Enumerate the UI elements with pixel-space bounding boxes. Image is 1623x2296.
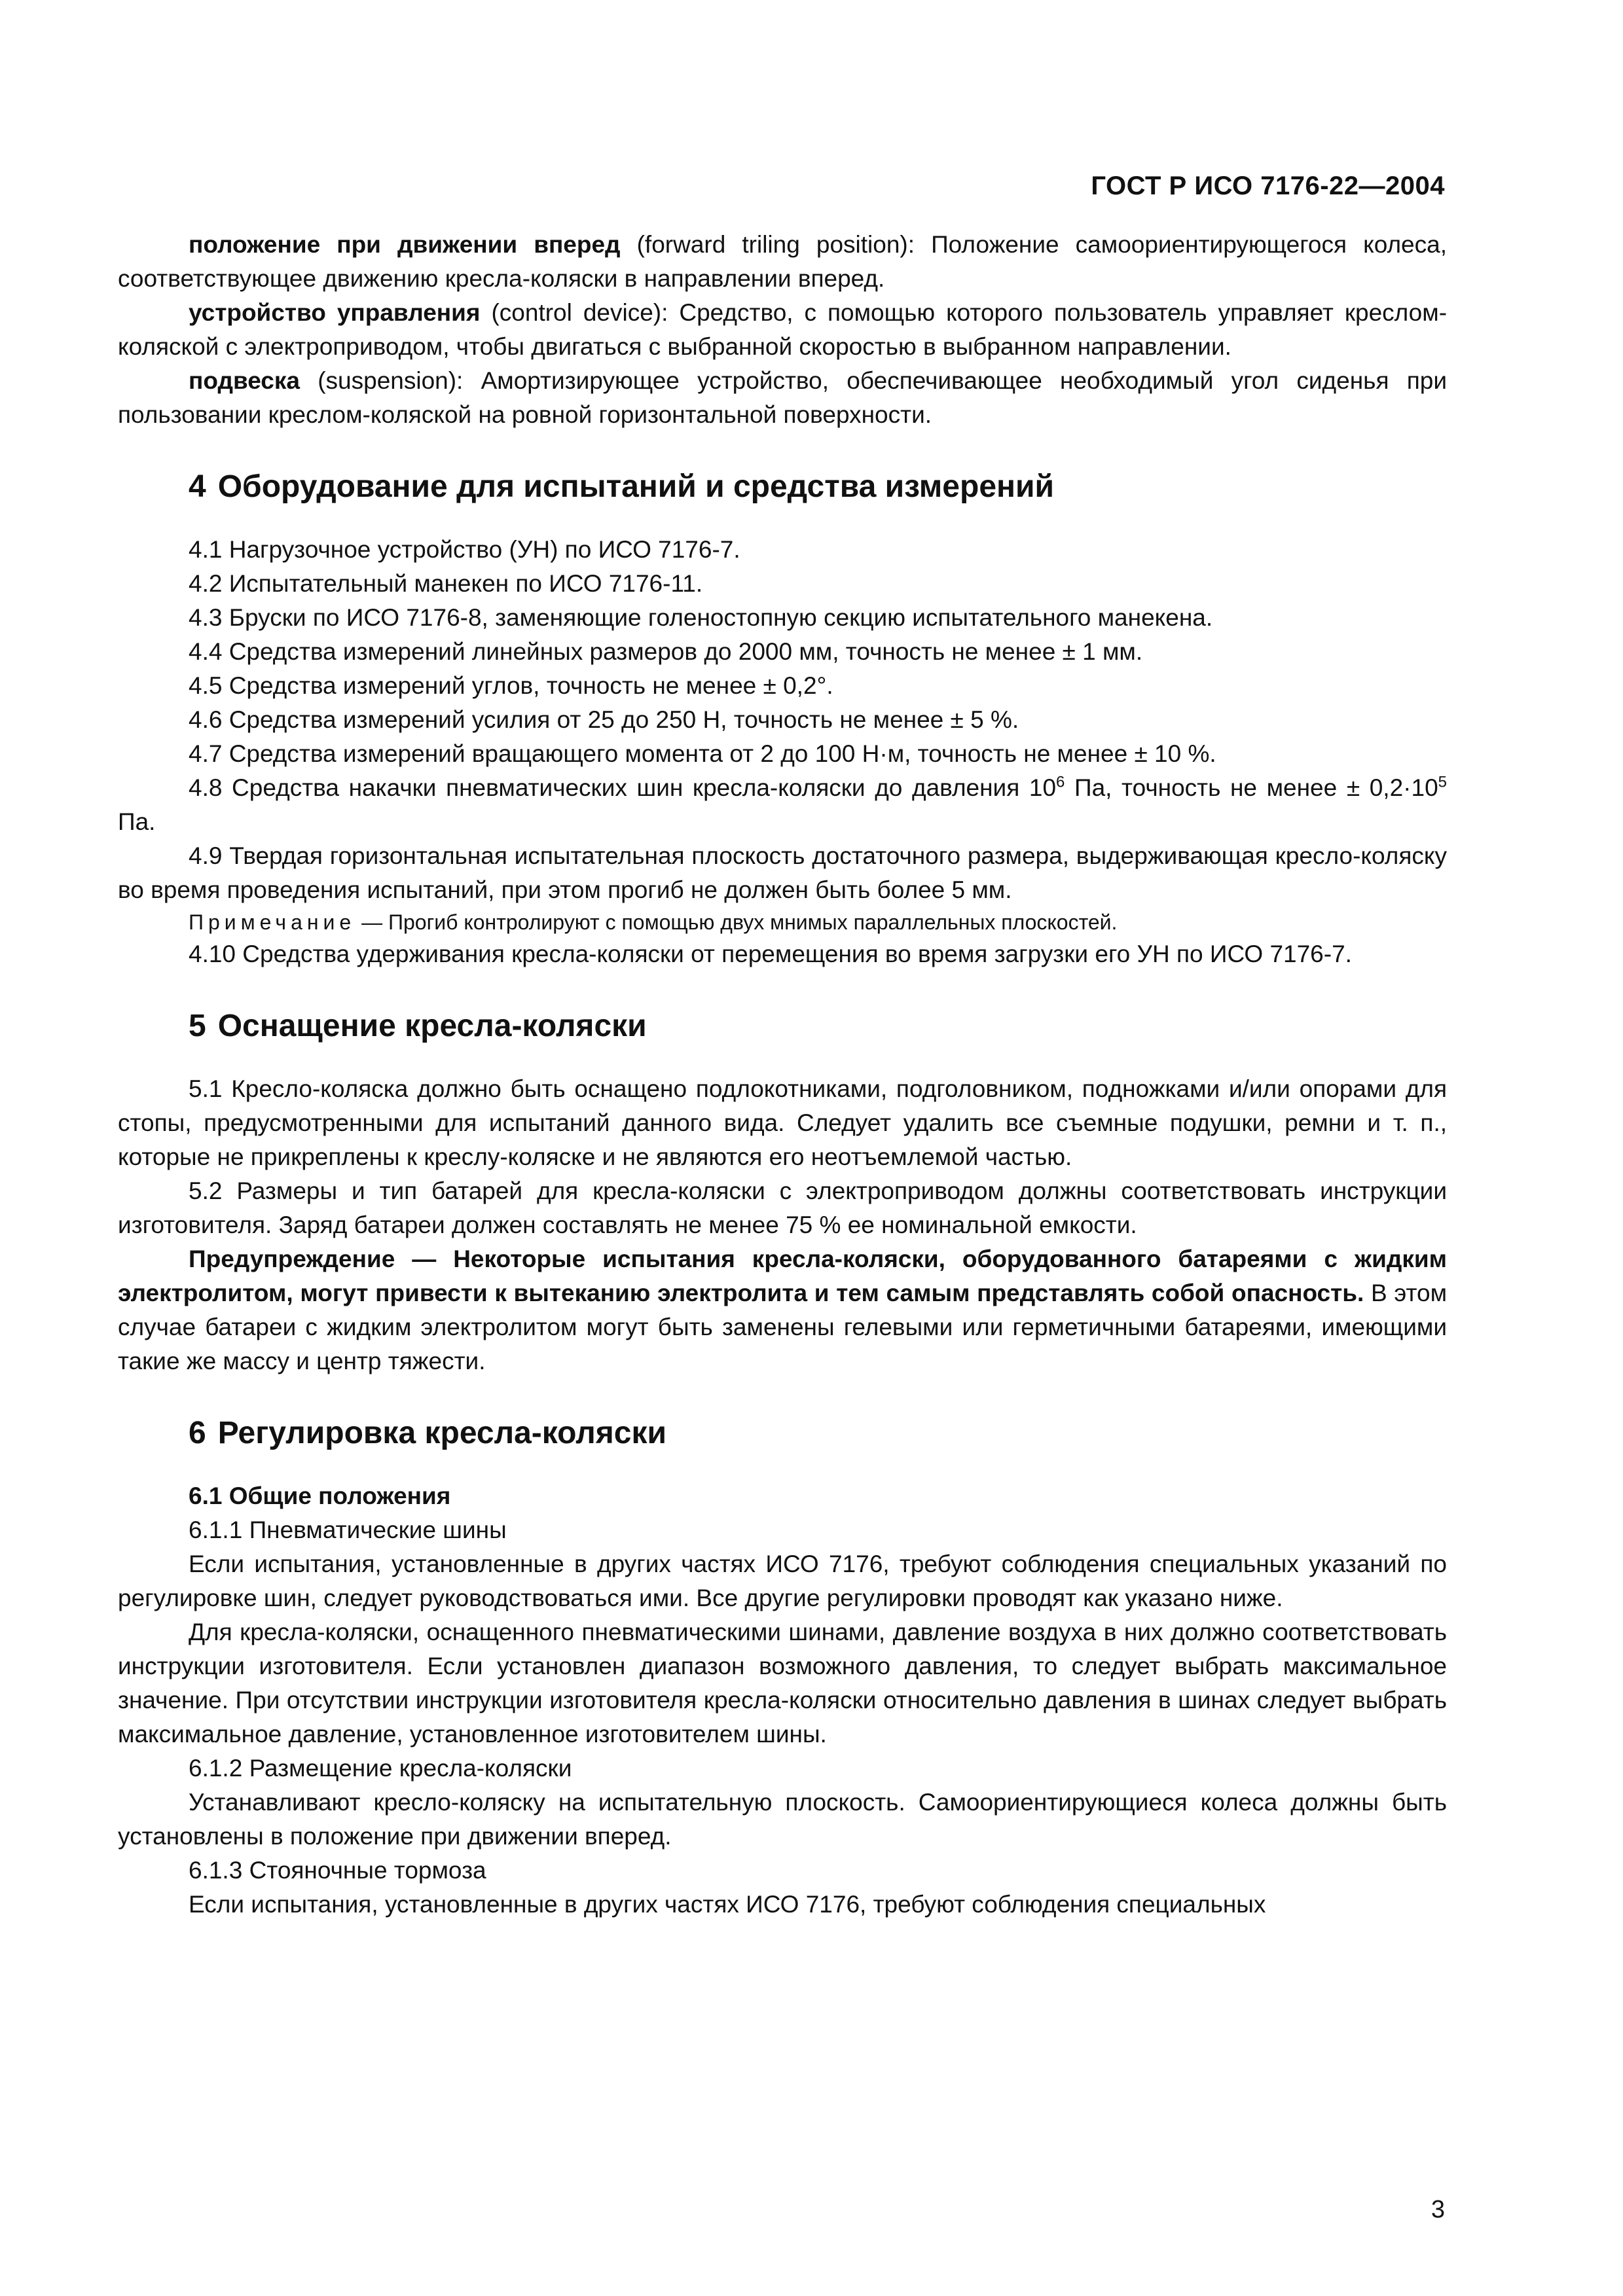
warning-text: В этом случае батареи с жидким электролитом могут быть заменены гелевыми или герметичными батареями, имеющими такие же массу и центр тяжести.	[118, 1280, 1448, 1374]
clause-4-8	[118, 771, 1447, 839]
definition-text: Средство, с помощью которого пользователь управляет креслом-коляской с электроприводом, чтобы двигаться с выбранной скоростью в выбранном направлении.	[118, 299, 1448, 360]
section-number: 4	[189, 469, 206, 504]
document-body	[118, 228, 1447, 1922]
note	[118, 907, 1447, 937]
clause-text: Па, точность не менее ± 0,2·10	[1065, 774, 1438, 801]
clause-text: 4.8 Средства накачки пневматических шин кресла-коляски до давления 10	[189, 774, 1057, 801]
exponent: 5	[1438, 773, 1448, 791]
note-label: Примечание	[189, 910, 356, 934]
paragraph: Если испытания, установленные в других частях ИСО 7176, требуют соблюдения специальных	[189, 1891, 1266, 1918]
definition-forward-position	[118, 228, 1447, 296]
paragraph: Если испытания, установленные в других частях ИСО 7176, требуют соблюдения специальных указаний по регулировке шин, следует руководствоваться ими. Все другие регулировки проводят как указано ниже.	[118, 1551, 1447, 1611]
section-6-heading	[118, 1414, 1447, 1453]
subsection-6-1-2: 6.1.2 Размещение кресла-коляски	[189, 1755, 572, 1782]
clause-4-5: 4.5 Средства измерений углов, точность не менее ± 0,2°.	[189, 672, 833, 699]
page-number: 3	[1431, 2196, 1445, 2223]
section-4-heading	[118, 467, 1447, 507]
clause-4-10: 4.10 Средства удерживания кресла-коляски от перемещения во время загрузки его УН по ИСО 7176-7.	[189, 941, 1352, 967]
clause-4-1: 4.1 Нагрузочное устройство (УН) по ИСО 7176-7.	[189, 536, 740, 563]
clause-4-4: 4.4 Средства измерений линейных размеров до 2000 мм, точность не менее ± 1 мм.	[189, 638, 1143, 665]
paragraph: Для кресла-коляски, оснащенного пневматическими шинами, давление воздуха в них должно соответствовать инструкции изготовителя. Если установлен диапазон возможного давления, то следует выбрать максимальное значение. При отсутствии инструкции изготовителя кресла-коляски относительно давления в шинах следует выбрать максимальное давление, установленное изготовителем шины.	[118, 1619, 1447, 1748]
definition-english: (forward triling position):	[636, 231, 915, 258]
clause-text: Па.	[118, 808, 156, 835]
definition-control-device	[118, 296, 1447, 364]
paragraph: Устанавливают кресло-коляску на испытательную плоскость. Самоориентирующиеся колеса должны быть установлены в положение при движении вперед.	[118, 1789, 1447, 1850]
subsection-6-1-3: 6.1.3 Стояночные тормоза	[189, 1857, 486, 1884]
section-title: Оборудование для испытаний и средства измерений	[217, 469, 1055, 504]
section-number: 5	[189, 1009, 206, 1043]
definition-text: Амортизирующее устройство, обеспечивающее необходимый угол сиденья при пользовании креслом-коляской на ровной горизонтальной поверхности.	[118, 367, 1447, 428]
section-number: 6	[189, 1416, 206, 1450]
definition-english: (suspension):	[318, 367, 464, 394]
definition-suspension	[118, 364, 1447, 432]
definition-term: подвеска	[189, 367, 300, 394]
definition-english: (control device):	[491, 299, 668, 326]
clause-5-1: 5.1 Кресло-коляска должно быть оснащено подлокотниками, подголовником, подножками и/или опорами для стопы, предусмотренными для испытаний данного вида. Следует удалить все съемные подушки, ремни и т. п., которые не прикреплены к креслу-коляске и не являются его неотъемлемой частью.	[118, 1075, 1447, 1170]
section-title: Оснащение кресла-коляски	[217, 1009, 647, 1043]
section-title: Регулировка кресла-коляски	[217, 1416, 666, 1450]
clause-5-2: 5.2 Размеры и тип батарей для кресла-коляски с электроприводом должны соответствовать инструкции изготовителя. Заряд батареи должен составлять не менее 75 % ее номинальной емкости.	[118, 1177, 1447, 1238]
clause-4-3: 4.3 Бруски по ИСО 7176-8, заменяющие голеностопную секцию испытательного манекена.	[189, 604, 1213, 631]
exponent: 6	[1056, 773, 1065, 791]
clause-4-7: 4.7 Средства измерений вращающего момента от 2 до 100 Н·м, точность не менее ± 10 %.	[189, 740, 1216, 767]
definition-term: устройство управления	[189, 299, 481, 326]
clause-4-6: 4.6 Средства измерений усилия от 25 до 250 Н, точность не менее ± 5 %.	[189, 706, 1019, 733]
clause-4-2: 4.2 Испытательный манекен по ИСО 7176-11.	[189, 570, 703, 597]
clause-4-9: 4.9 Твердая горизонтальная испытательная плоскость достаточного размера, выдерживающая кресло-коляску во время проведения испытаний, при этом прогиб не должен быть более 5 мм.	[118, 842, 1447, 903]
subsection-6-1: 6.1 Общие положения	[189, 1482, 451, 1509]
standard-header: ГОСТ Р ИСО 7176-22—2004	[1091, 171, 1445, 200]
definition-term: положение при движении вперед	[189, 231, 621, 258]
note-text: — Прогиб контролируют с помощью двух мнимых параллельных плоскостей.	[361, 910, 1118, 934]
warning-paragraph	[118, 1242, 1447, 1378]
subsection-6-1-1: 6.1.1 Пневматические шины	[189, 1516, 507, 1543]
section-5-heading	[118, 1007, 1447, 1046]
definition-text: Положение самоориентирующегося колеса, соответствующее движению кресла-коляски в направлении вперед.	[118, 231, 1447, 292]
warning-bold-text: Предупреждение — Некоторые испытания кресла-коляски, оборудованного батареями с жидким электролитом, могут привести к вытеканию электролита и тем самым представлять собой опасность.	[118, 1246, 1447, 1306]
